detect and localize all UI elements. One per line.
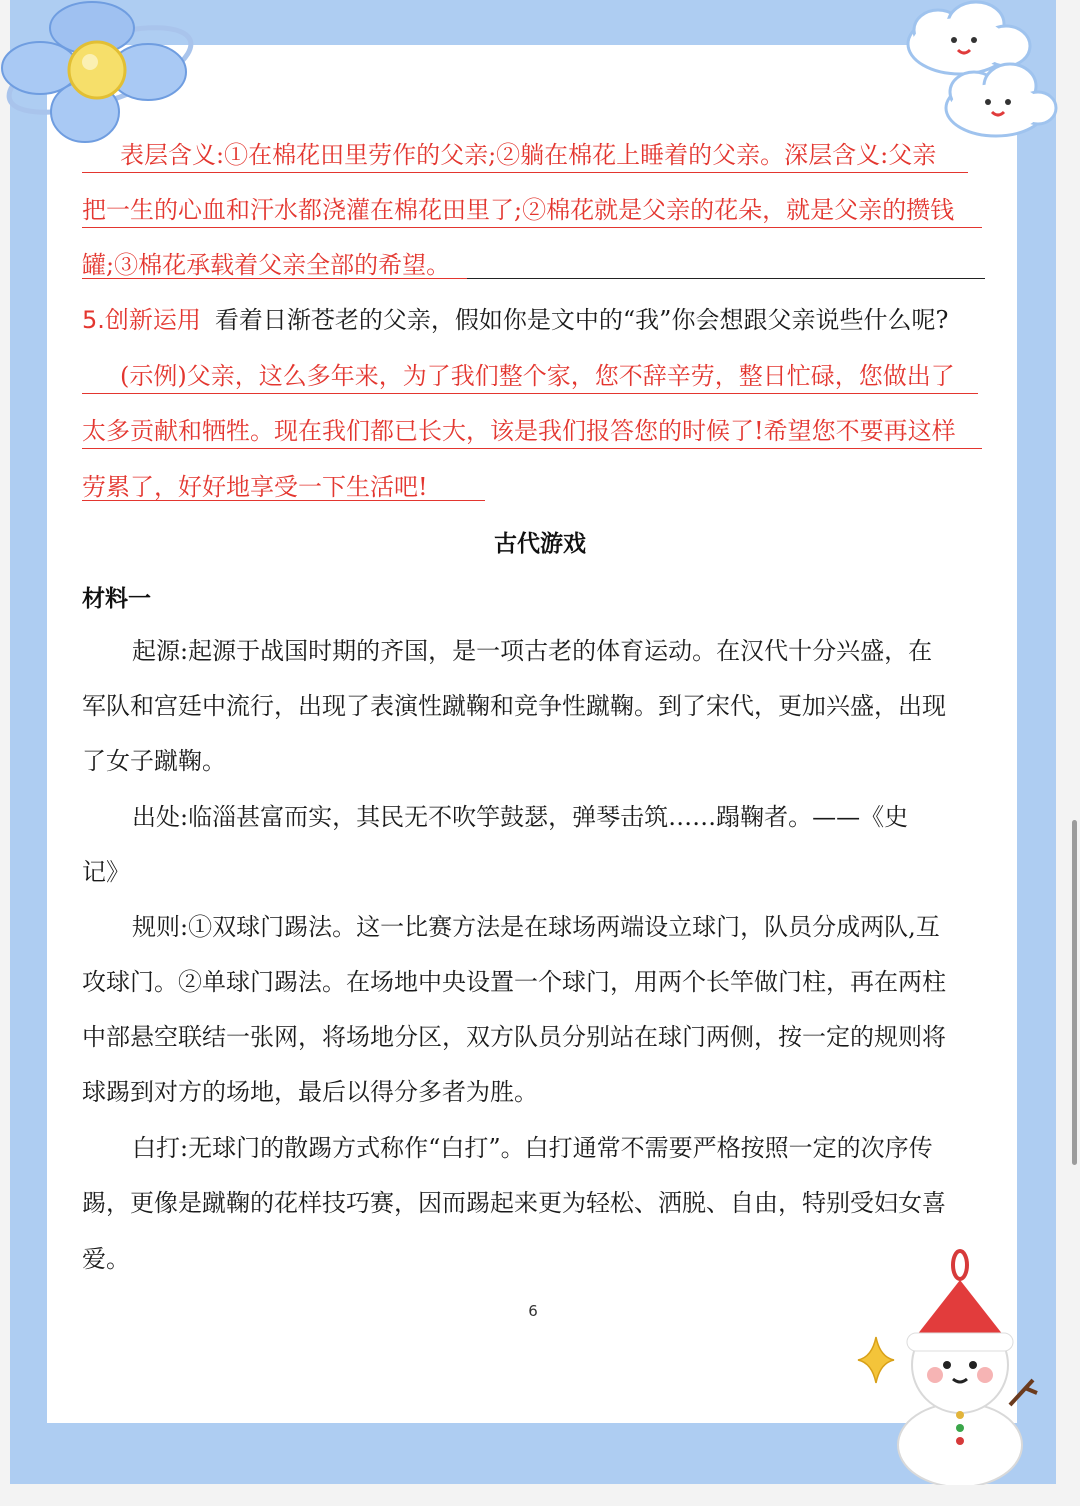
material-label: 材料一 [82, 586, 151, 612]
paragraph-origin-3: 了女子蹴鞠。 [82, 747, 226, 775]
paragraph-rules-1: 规则:①双球门踢法。这一比赛方法是在球场两端设立球门，队员分成两队,互 [132, 913, 940, 941]
page-number: 6 [528, 1302, 538, 1320]
answer5-line-2: 太多贡献和牺牲。现在我们都已长大，该是我们报答您的时候了!希望您不要再这样 [82, 417, 956, 445]
answer4-line-1 [82, 138, 982, 172]
underline [82, 227, 982, 228]
paragraph-rules-3: 中部悬空联结一张网，将场地分区，双方队员分别站在球门两侧，按一定的规则将 [82, 1023, 946, 1051]
underline [82, 393, 978, 394]
underline [82, 172, 968, 173]
paragraph-origin-2: 军队和宫廷中流行，出现了表演性蹴鞠和竞争性蹴鞠。到了宋代，更加兴盛，出现 [82, 692, 946, 720]
answer4-text-1: 表层含义:①在棉花田里劳作的父亲;②躺在棉花上睡着的父亲。深层含义:父亲 [120, 141, 937, 169]
paragraph-rules-2: 攻球门。②单球门踢法。在场地中央设置一个球门，用两个长竿做门柱，再在两柱 [82, 968, 946, 996]
answer5-text-1: (示例)父亲，这么多年来，为了我们整个家，您不辞辛劳，整日忙碌，您做出了 [120, 362, 955, 390]
flower-icon [0, 0, 210, 150]
question5-text: 看着日渐苍老的父亲，假如你是文中的“我”你会想跟父亲说些什么呢? [214, 306, 949, 334]
paragraph-baida-1: 白打:无球门的散踢方式称作“白打”。白打通常不需要严格按照一定的次序传 [132, 1134, 933, 1162]
answer5-line-3: 劳累了，好好地享受一下生活吧! [82, 473, 428, 501]
scrollbar[interactable] [1072, 820, 1077, 1165]
sparkle-icon [856, 1335, 896, 1385]
paragraph-origin-1: 起源:起源于战国时期的齐国，是一项古老的体育运动。在汉代十分兴盛，在 [132, 637, 933, 665]
question5-tag: 创新运用 [104, 306, 201, 334]
question5-number: 5. [82, 306, 105, 334]
answer4-line-3: 罐;③棉花承载着父亲全部的希望。 [82, 251, 451, 279]
paragraph-baida-2: 踢，更像是蹴鞠的花样技巧赛，因而踢起来更为轻松、洒脱、自由，特别受妇女喜 [82, 1189, 946, 1217]
underline [82, 278, 467, 279]
answer5-line-1 [82, 359, 982, 393]
answer4-line-2: 把一生的心血和汗水都浇灌在棉花田里了;②棉花就是父亲的花朵，就是父亲的攒钱 [82, 196, 955, 224]
section-title: 古代游戏 [494, 531, 586, 557]
paragraph-baida-3: 爱。 [82, 1245, 130, 1273]
underline [82, 500, 485, 501]
paragraph-rules-4: 球踢到对方的场地，最后以得分多者为胜。 [82, 1078, 538, 1106]
answer-line [467, 278, 985, 279]
cloud-face-icon [898, 0, 1058, 150]
question5 [82, 303, 982, 337]
paragraph-source-2: 记》 [82, 858, 130, 886]
paragraph-source-1: 出处:临淄甚富而实，其民无不吹竽鼓瑟，弹琴击筑……蹋鞠者。——《史 [132, 803, 909, 831]
underline [82, 448, 982, 449]
